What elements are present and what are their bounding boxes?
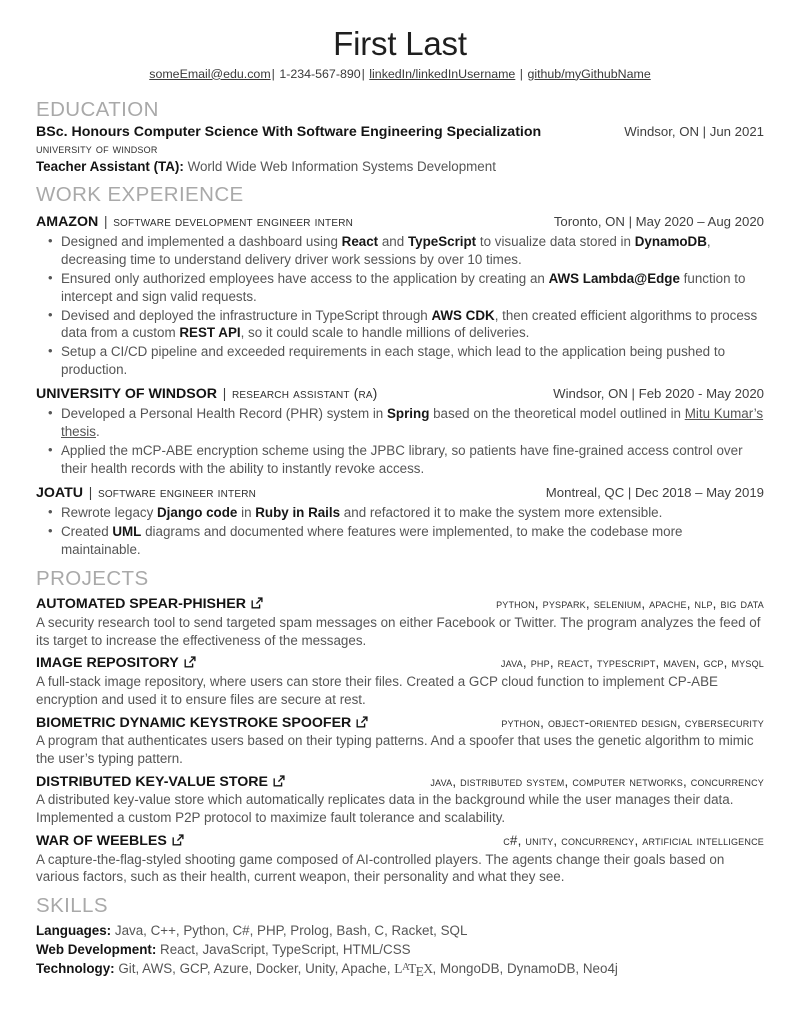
latex-logo: $L^ATEX$: [394, 960, 433, 979]
work-bullet-list: [36, 504, 764, 558]
external-link-icon[interactable]: [251, 597, 263, 609]
bullet-text: Developed a Personal Health Record (PHR) system in: [61, 406, 387, 422]
project-name-text: AUTOMATED SPEAR-PHISHER: [36, 596, 246, 613]
bullet-item: [36, 405, 764, 441]
project-header: [36, 596, 764, 614]
bullet-text: Applied the mCP-ABE encryption scheme using the JPBC library, so patients have fine-grained access control over their health records with the ability to instantly revoke access.: [61, 443, 743, 476]
degree-title: BSc. Honours Computer Science With Software Engineering Specialization: [36, 124, 542, 141]
emphasis-text: AWS Lambda@Edge: [548, 271, 680, 286]
project-header: [36, 774, 764, 792]
education-location-date: Windsor, ON | Jun 2021: [624, 124, 764, 140]
work-entry-header: [36, 212, 764, 232]
project-tech-stack: python, object-oriented design, cybersecurity: [501, 714, 764, 730]
bullet-text: Ensured only authorized employees have access to the application by creating an: [61, 271, 549, 286]
skill-line: [36, 940, 764, 959]
contact-separator-2: |: [361, 66, 365, 81]
work-location-date: Toronto, ON | May 2020 – Aug 2020: [553, 213, 764, 229]
bullet-item: [36, 442, 764, 478]
section-heading-projects: PROJECTS: [36, 566, 149, 590]
emphasis-text: UML: [112, 524, 142, 540]
bullet-item: [36, 270, 764, 306]
bullet-text: and: [378, 234, 408, 250]
job-title: research assistant (ra): [231, 385, 378, 401]
external-link-icon[interactable]: [356, 716, 368, 728]
bullet-text: Designed and implemented a dashboard using: [61, 234, 342, 250]
work-entry-header: [36, 384, 764, 404]
bullet-item: [36, 307, 764, 343]
emphasis-text: Django code: [157, 505, 238, 521]
work-entry: [36, 483, 764, 559]
skills-list: [36, 921, 764, 979]
bullet-text: in: [237, 505, 256, 521]
skill-values: Java, C++, Python, C#, PHP, Prolog, Bash, C, Racket, SQL: [111, 922, 468, 938]
project-description: A full-stack image repository, where users can store their files. Created a GCP cloud function to implement CP-ABE encryption and used it to ensure files are secure at rest.: [36, 674, 718, 707]
project-item: [36, 655, 764, 708]
bullet-text: Created: [61, 524, 113, 540]
emphasis-text: REST API: [179, 325, 241, 341]
section-heading-education: EDUCATION: [36, 97, 159, 121]
page-title: First Last: [333, 25, 467, 62]
skill-category-label: Web Development:: [36, 941, 157, 957]
skill-line: [36, 959, 764, 979]
github-link[interactable]: github/myGithubName: [527, 66, 651, 81]
work-entry-header: [36, 483, 764, 503]
work-entry-title-group: [36, 384, 377, 404]
project-tech-stack: c#, unity, concurrency, artificial intelligence: [503, 832, 764, 848]
title-divider: |: [219, 385, 230, 401]
company-name: JOATU: [36, 484, 84, 501]
project-name: [36, 596, 263, 614]
skill-values-before: Git, AWS, GCP, Azure, Docker, Unity, Apache,: [114, 960, 395, 976]
bullet-text: to visualize data stored in: [476, 234, 635, 250]
project-name: [36, 774, 285, 792]
project-tech-stack: python, pyspark, selenium, apache, nlp, big data: [496, 596, 764, 612]
title-divider: |: [100, 213, 112, 229]
project-name-text: IMAGE REPOSITORY: [36, 655, 179, 672]
emphasis-text: DynamoDB: [634, 234, 707, 250]
work-entry: [36, 384, 764, 478]
emphasis-text: AWS CDK: [431, 307, 495, 323]
project-header: [36, 715, 764, 733]
project-item: [36, 833, 764, 886]
work-location-date: Windsor, ON | Feb 2020 - May 2020: [553, 385, 764, 401]
linkedin-link[interactable]: linkedIn/linkedInUsername: [369, 66, 516, 81]
bullet-text: , then created efficient algorithms to process data from a custom: [61, 307, 758, 341]
job-title: software engineer intern: [97, 484, 257, 500]
education-entry: [36, 124, 764, 175]
contact-separator-3: |: [519, 66, 523, 81]
bullet-text: function to intercept and sign valid requests.: [61, 271, 746, 304]
work-bullet-list: [36, 233, 764, 379]
bullet-text: based on the theoretical model outlined in: [429, 406, 685, 422]
project-name-text: BIOMETRIC DYNAMIC KEYSTROKE SPOOFER: [36, 714, 352, 731]
project-header: [36, 833, 764, 851]
inline-reference-link[interactable]: Mitu Kumar’s thesis: [61, 406, 764, 440]
skill-category-label: Languages:: [36, 922, 112, 938]
company-name: AMAZON: [36, 213, 99, 230]
emphasis-text: TypeScript: [407, 234, 477, 250]
project-name: [36, 833, 184, 851]
emphasis-text: React: [341, 234, 379, 250]
project-name: [36, 715, 368, 733]
bullet-text: and refactored it to make the system more extensible.: [340, 505, 663, 521]
contact-line: [36, 67, 764, 82]
skill-values-after: , MongoDB, DynamoDB, Neo4j: [432, 960, 618, 976]
ta-label: Teacher Assistant (TA):: [36, 158, 184, 174]
bullet-text: , decreasing time to understand delivery driver work sessions by over 10 times.: [61, 234, 711, 268]
work-entry: [36, 212, 764, 379]
project-header: [36, 655, 764, 673]
work-entry-title-group: [36, 212, 353, 232]
skill-line: [36, 921, 764, 940]
title-divider: |: [85, 484, 96, 500]
school-name: university of windsor: [36, 141, 158, 157]
emphasis-text: Ruby in Rails: [255, 505, 341, 521]
project-description: A capture-the-flag-styled shooting game composed of AI-controlled players. The agents change their goals based on various factors, such as their health, current weapon, their personality and what they see.: [36, 851, 725, 885]
project-tech-stack: java, php, react, typescript, maven, gcp, mysql: [500, 655, 764, 671]
bullet-item: [36, 523, 764, 559]
project-name-text: DISTRIBUTED KEY-VALUE STORE: [36, 773, 269, 790]
project-name-text: WAR OF WEEBLES: [36, 832, 167, 849]
external-link-icon[interactable]: [273, 775, 285, 787]
project-name: [36, 655, 196, 673]
skill-values: React, JavaScript, TypeScript, HTML/CSS: [156, 941, 411, 957]
skill-category-label: Technology:: [36, 960, 115, 976]
work-location-date: Montreal, QC | Dec 2018 – May 2019: [545, 484, 764, 500]
project-description: A security research tool to send targeted spam messages on either Facebook or Twitter. The program analyzes the feed of its target to increase the effectiveness of the messages.: [36, 615, 761, 648]
work-entry-list: [36, 212, 764, 559]
bullet-item: [36, 343, 764, 379]
teaching-assistant-line: [36, 158, 764, 175]
bullet-item: [36, 504, 764, 522]
work-bullet-list: [36, 405, 764, 477]
phone-number: 1-234-567-890: [279, 66, 361, 81]
section-heading-skills: SKILLS: [36, 893, 108, 917]
email-link[interactable]: someEmail@edu.com: [149, 66, 271, 81]
project-item: [36, 715, 764, 768]
project-item: [36, 774, 764, 827]
external-link-icon[interactable]: [184, 656, 196, 668]
ta-course: World Wide Web Information Systems Development: [187, 158, 496, 174]
contact-separator-1: |: [271, 66, 275, 81]
project-description: A distributed key-value store which automatically replicates data in the background while the user manages their data. Implemented a custom P2P protocol to maximize fault tolerance and scalability.: [36, 792, 734, 826]
company-name: UNIVERSITY OF WINDSOR: [36, 385, 218, 402]
project-item: [36, 596, 764, 649]
bullet-text: Devised and deployed the infrastructure in TypeScript through: [61, 307, 432, 323]
section-heading-work-experience: WORK EXPERIENCE: [36, 183, 244, 207]
project-description: A program that authenticates users based on their typing patterns. And a spoofer that uses the genetic algorithm to mimic the user’s typing pattern.: [36, 733, 754, 767]
bullet-text: Rewrote legacy: [61, 505, 158, 521]
project-tech-stack: java, distributed system, computer networks, concurrency: [430, 773, 764, 789]
project-list: [36, 596, 764, 886]
bullet-text: .: [95, 424, 100, 440]
external-link-icon[interactable]: [172, 834, 184, 846]
education-degree-row: [36, 124, 764, 141]
emphasis-text: Spring: [386, 406, 430, 422]
bullet-text: diagrams and documented where features were implemented, to make the codebase more maintainable.: [61, 524, 683, 557]
bullet-item: [36, 233, 764, 269]
job-title: software development engineer intern: [113, 213, 354, 229]
work-entry-title-group: [36, 483, 256, 503]
bullet-text: , so it could scale to handle millions of deliveries.: [240, 325, 530, 341]
bullet-text: Setup a CI/CD pipeline and exceeded requirements in each stage, which lead to the application being pushed to production.: [61, 344, 726, 378]
